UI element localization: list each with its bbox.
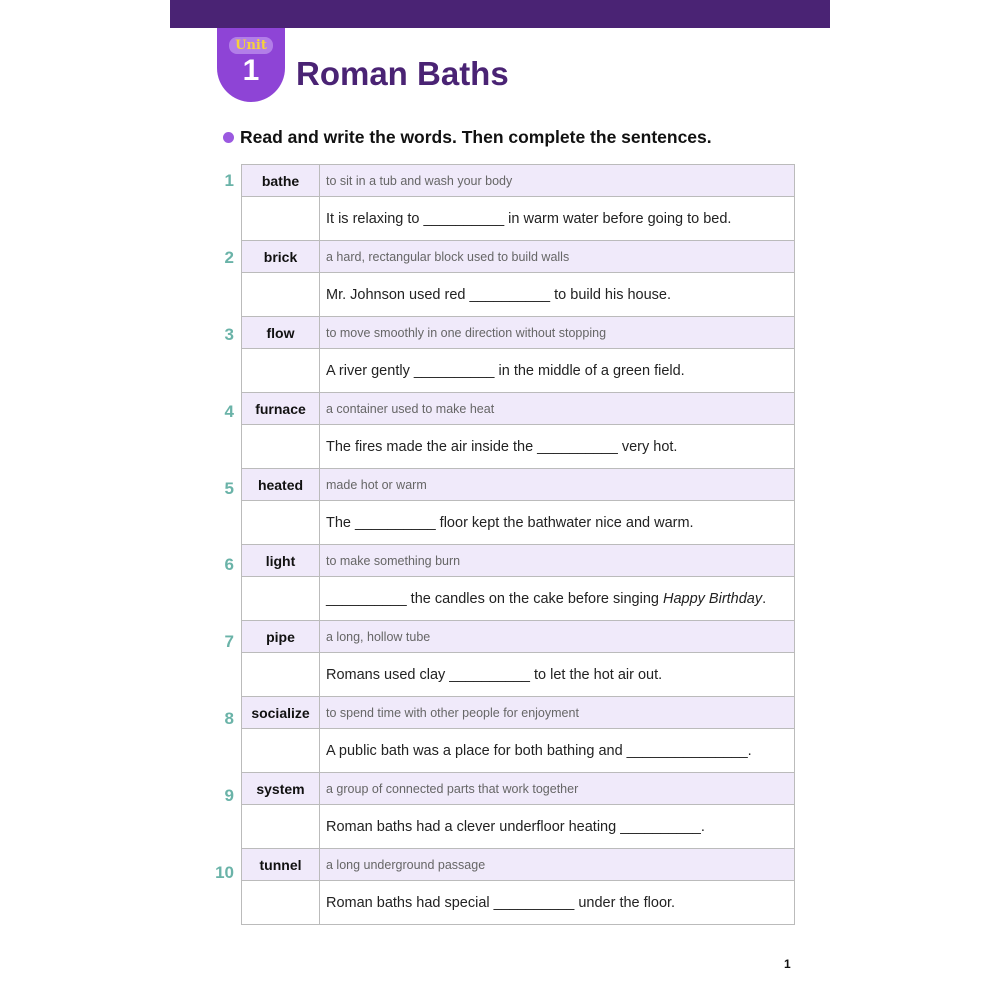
definition-row bbox=[242, 393, 795, 425]
item-number: 4 bbox=[224, 402, 234, 421]
answer-box[interactable] bbox=[242, 425, 320, 469]
item-number: 8 bbox=[224, 709, 234, 728]
sentence-row bbox=[242, 577, 795, 621]
sentence-row bbox=[242, 501, 795, 545]
item-number: 1 bbox=[224, 171, 234, 190]
vocab-sentence: Mr. Johnson used red __________ to build his house. bbox=[320, 273, 795, 317]
vocab-sentence: Roman baths had a clever underfloor heating __________. bbox=[320, 805, 795, 849]
vocab-word: light bbox=[242, 545, 320, 577]
instruction-text: Read and write the words. Then complete the sentences. bbox=[240, 127, 712, 147]
definition-row bbox=[242, 165, 795, 197]
item-number: 3 bbox=[224, 325, 234, 344]
item-number: 6 bbox=[224, 555, 234, 574]
vocab-sentence: A river gently __________ in the middle of a green field. bbox=[320, 349, 795, 393]
sentence-row bbox=[242, 197, 795, 241]
answer-box[interactable] bbox=[242, 501, 320, 545]
vocab-sentence: The fires made the air inside the __________ very hot. bbox=[320, 425, 795, 469]
sentence-start: __________ the candles on the cake before singing bbox=[326, 590, 663, 607]
page-number: 1 bbox=[784, 957, 791, 971]
definition-row bbox=[242, 317, 795, 349]
unit-tab bbox=[217, 28, 285, 102]
vocab-word: furnace bbox=[242, 393, 320, 425]
page-title: Roman Baths bbox=[296, 55, 509, 92]
vocabulary-table bbox=[241, 164, 795, 925]
sentence-row bbox=[242, 729, 795, 773]
vocab-word: heated bbox=[242, 469, 320, 501]
vocab-word: system bbox=[242, 773, 320, 805]
vocab-definition: a hard, rectangular block used to build walls bbox=[320, 241, 795, 273]
sentence-row bbox=[242, 425, 795, 469]
vocab-word: pipe bbox=[242, 621, 320, 653]
vocab-definition: to make something burn bbox=[320, 545, 795, 577]
vocab-word: tunnel bbox=[242, 849, 320, 881]
answer-box[interactable] bbox=[242, 197, 320, 241]
unit-number: 1 bbox=[242, 54, 260, 87]
vocab-definition: to spend time with other people for enjoyment bbox=[320, 697, 795, 729]
sentence-end: . bbox=[762, 590, 767, 607]
vocab-word: socialize bbox=[242, 697, 320, 729]
sentence-row bbox=[242, 273, 795, 317]
item-number: 10 bbox=[215, 863, 234, 882]
vocab-word: brick bbox=[242, 241, 320, 273]
vocab-sentence: The __________ floor kept the bathwater nice and warm. bbox=[320, 501, 795, 545]
vocab-word: bathe bbox=[242, 165, 320, 197]
definition-row bbox=[242, 773, 795, 805]
answer-box[interactable] bbox=[242, 653, 320, 697]
vocab-sentence: A public bath was a place for both bathing and _______________. bbox=[320, 729, 795, 773]
definition-row bbox=[242, 697, 795, 729]
unit-label: Unit bbox=[229, 37, 273, 54]
definition-row bbox=[242, 621, 795, 653]
vocab-definition: a group of connected parts that work together bbox=[320, 773, 795, 805]
sentence-row bbox=[242, 653, 795, 697]
answer-box[interactable] bbox=[242, 729, 320, 773]
definition-row bbox=[242, 849, 795, 881]
item-number: 9 bbox=[224, 786, 234, 805]
vocab-sentence: It is relaxing to __________ in warm water before going to bed. bbox=[320, 197, 795, 241]
definition-row bbox=[242, 469, 795, 501]
vocab-definition: to move smoothly in one direction without stopping bbox=[320, 317, 795, 349]
item-number: 7 bbox=[224, 632, 234, 651]
vocab-definition: made hot or warm bbox=[320, 469, 795, 501]
definition-row bbox=[242, 545, 795, 577]
item-number: 2 bbox=[224, 248, 234, 267]
vocab-definition: a container used to make heat bbox=[320, 393, 795, 425]
vocab-definition: a long, hollow tube bbox=[320, 621, 795, 653]
item-number: 5 bbox=[224, 479, 234, 498]
instruction bbox=[223, 127, 712, 148]
top-banner bbox=[170, 0, 830, 28]
song-title: Happy Birthday bbox=[662, 590, 763, 607]
answer-box[interactable] bbox=[242, 273, 320, 317]
answer-box[interactable] bbox=[242, 349, 320, 393]
vocab-definition: a long underground passage bbox=[320, 849, 795, 881]
sentence-row bbox=[242, 881, 795, 925]
sentence-row bbox=[242, 805, 795, 849]
vocab-word: flow bbox=[242, 317, 320, 349]
bullet-icon bbox=[223, 132, 234, 143]
vocab-sentence: Roman baths had special __________ under the floor. bbox=[320, 881, 795, 925]
answer-box[interactable] bbox=[242, 805, 320, 849]
answer-box[interactable] bbox=[242, 577, 320, 621]
vocab-sentence bbox=[320, 577, 795, 621]
vocab-sentence: Romans used clay __________ to let the hot air out. bbox=[320, 653, 795, 697]
definition-row bbox=[242, 241, 795, 273]
sentence-row bbox=[242, 349, 795, 393]
vocab-definition: to sit in a tub and wash your body bbox=[320, 165, 795, 197]
answer-box[interactable] bbox=[242, 881, 320, 925]
